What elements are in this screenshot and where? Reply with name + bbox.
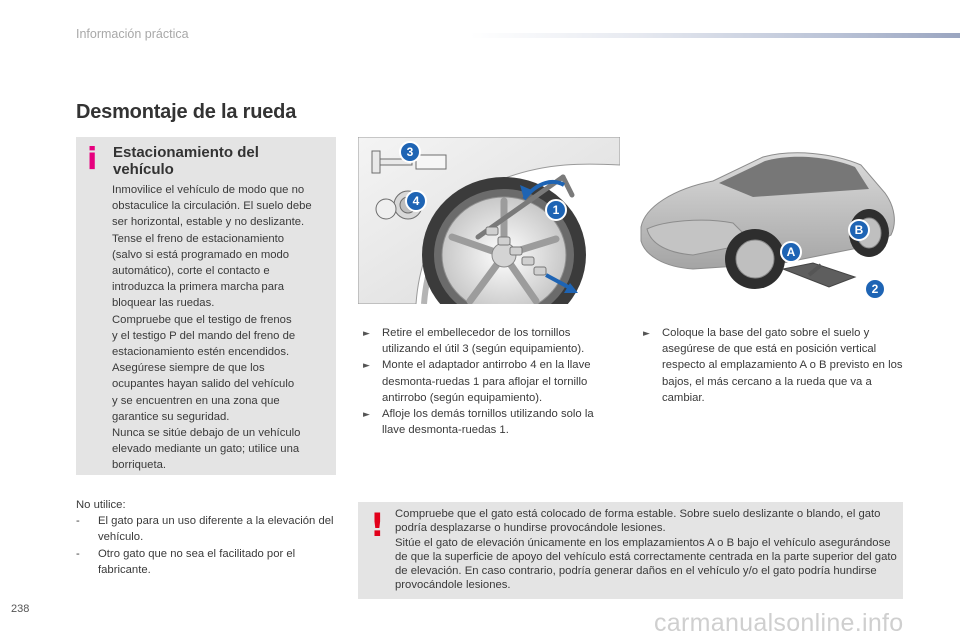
arrow-bullet-icon: ► xyxy=(643,329,650,339)
badge-3-icon xyxy=(400,142,420,162)
info-icon: i xyxy=(87,142,98,177)
badge-1-label: 1 xyxy=(552,203,560,217)
dash-bullet: - xyxy=(76,515,80,528)
wheel-illustration xyxy=(358,137,620,304)
arrow-bullet-icon: ► xyxy=(363,361,370,372)
watermark: carmanualsonline.info xyxy=(654,609,904,637)
step-text: Retire el embellecedor de los tornillos utilizando el útil 3 (según equipamiento). xyxy=(382,327,585,356)
info-paragraph: Asegúrese siempre de que los ocupantes hayan salido del vehículo y se encuentren en una zona que garantice su seguridad. xyxy=(112,362,295,423)
no-use-text: Otro gato que no sea el facilitado por el fabricante. xyxy=(98,547,296,576)
badge-4-label: 4 xyxy=(412,194,420,208)
info-body xyxy=(112,182,332,474)
info-paragraph: Compruebe que el testigo de frenos y el testigo P del mando del freno de estacionamiento estén encendidos. xyxy=(112,313,296,359)
step-text: Coloque la base del gato sobre el suelo y asegúrese de que está en posición vertical respecto al emplazamiento A o B previsto en los bajos, el más cercano a la rueda que va a cambiar. xyxy=(662,327,903,404)
badge-a-label: A xyxy=(786,245,796,259)
warning-box xyxy=(358,502,903,599)
badge-1-icon xyxy=(546,200,566,220)
info-box xyxy=(76,137,336,475)
badge-b-icon xyxy=(849,220,869,240)
no-use-item xyxy=(76,546,338,578)
header-gradient-bar xyxy=(470,33,960,38)
no-use-intro: No utilice: xyxy=(76,499,126,511)
no-use-item xyxy=(76,513,338,545)
step-text: Monte el adaptador antirrobo 4 en la llave desmonta-ruedas 1 para aflojar el tornillo antirrobo (según equipamiento). xyxy=(382,359,591,404)
badge-a-icon xyxy=(781,242,801,262)
badge-b-label: B xyxy=(854,223,864,237)
warning-line: Compruebe que el gato está colocado de forma estable. Sobre suelo deslizante o blando, el gato podría desplazarse o hundirse provocándole lesiones. xyxy=(395,508,881,535)
no-use-list xyxy=(76,497,338,578)
wheel-drawing xyxy=(358,137,620,304)
step-item xyxy=(363,357,619,406)
info-heading: Estacionamiento del vehículo xyxy=(113,144,259,178)
steps-right xyxy=(643,325,905,406)
car-illustration xyxy=(633,137,903,304)
info-paragraph: Tense el freno de estacionamiento (salvo si está programado en modo automático), corte el contacto e introduzca la primera marcha para bloquear las ruedas. xyxy=(112,232,290,310)
info-paragraph: Nunca se sitúe debajo de un vehículo elevado mediante un gato; utilice una borriqueta. xyxy=(112,427,301,472)
step-text: Afloje los demás tornillos utilizando solo la llave desmonta-ruedas 1. xyxy=(382,408,594,437)
badge-2-label: 2 xyxy=(871,282,879,296)
dash-bullet: - xyxy=(76,547,80,560)
warning-icon: ! xyxy=(370,506,385,544)
page-title: Desmontaje de la rueda xyxy=(76,101,297,123)
warning-text xyxy=(395,507,900,593)
arrow-bullet-icon: ► xyxy=(363,329,370,339)
step-item xyxy=(363,325,619,357)
car-drawing xyxy=(633,137,903,304)
no-use-text: El gato para un uso diferente a la elevación del vehículo. xyxy=(98,515,334,544)
badge-2-icon xyxy=(865,279,885,299)
header-section-title: Información práctica xyxy=(76,27,189,41)
arrow-bullet-icon: ► xyxy=(363,410,370,421)
badge-3-label: 3 xyxy=(406,145,414,159)
page-number: 238 xyxy=(11,603,30,615)
badge-4-icon xyxy=(406,191,426,211)
steps-left xyxy=(363,325,619,438)
step-item xyxy=(363,406,619,438)
info-paragraph: Inmovilice el vehículo de modo que no obstaculice la circulación. El suelo debe ser horizontal, estable y no deslizante. xyxy=(112,184,312,229)
step-item xyxy=(643,325,905,406)
warning-line: Sitúe el gato de elevación únicamente en los emplazamientos A o B bajo el vehículo asegurándose de que la superficie de apoyo del vehículo está correctamente centrada en la parte superior del gato de elevación. En caso contrario, podría generar daños en el vehículo y/o el gato podría hundirse provocándole lesiones. xyxy=(395,536,897,592)
